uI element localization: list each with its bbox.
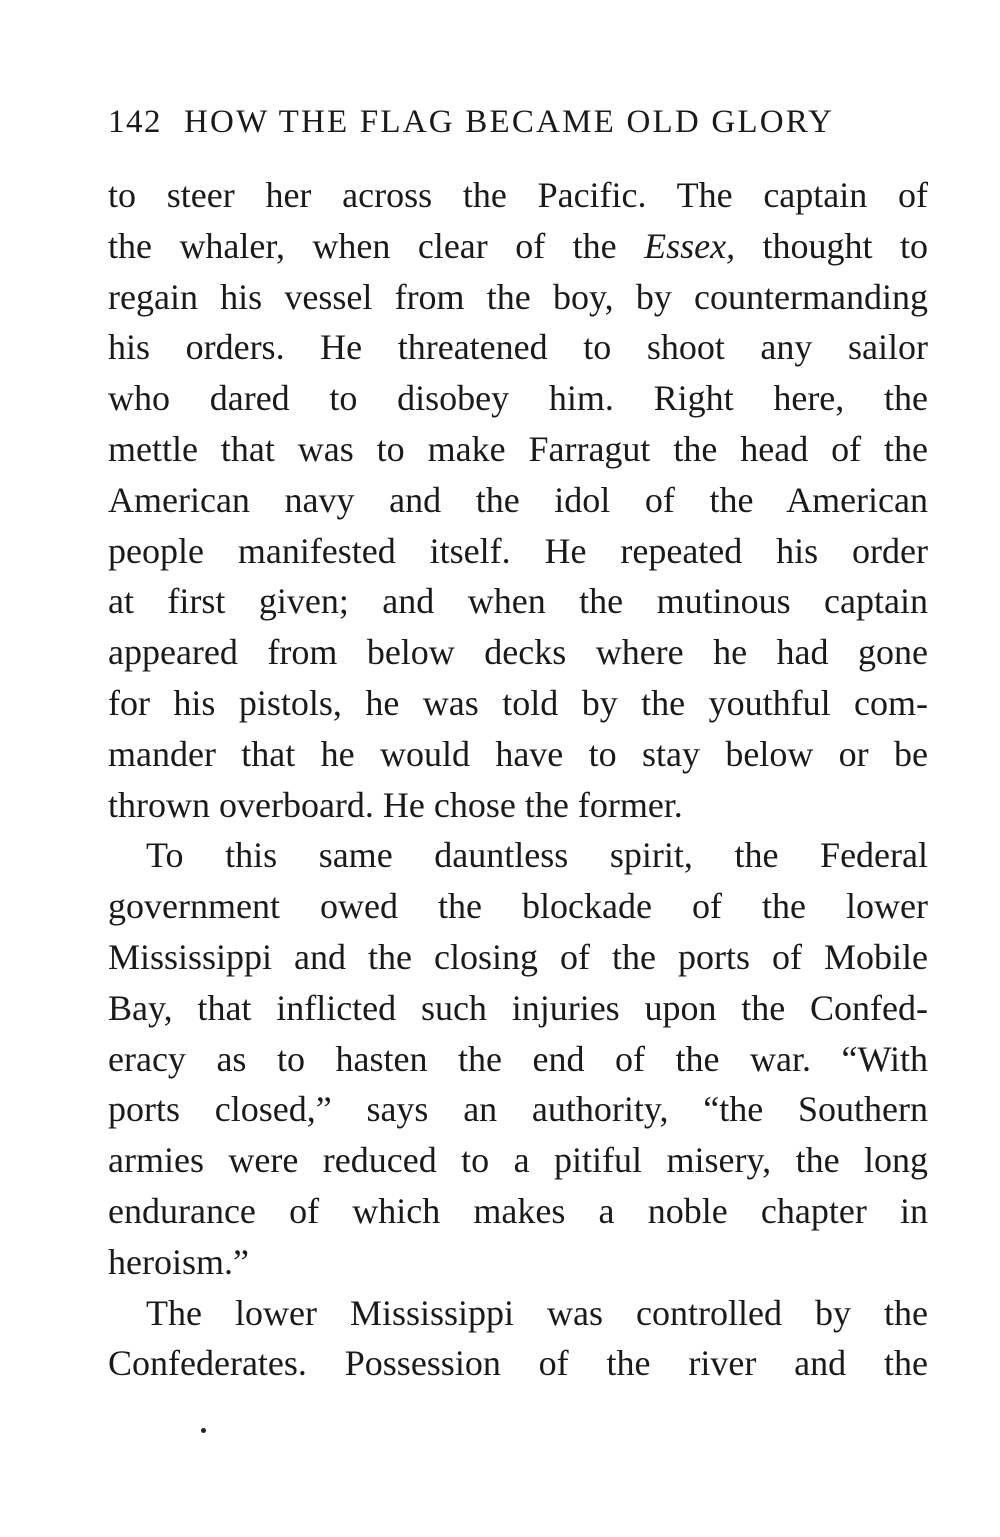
- text-line: American navy and the idol of the American: [108, 479, 928, 520]
- text-line: heroism.”: [108, 1241, 249, 1282]
- paragraph-first-line: To this same dauntless spirit, the Federal: [146, 835, 928, 876]
- text-line: his orders. He threatened to shoot any sailor: [108, 327, 928, 368]
- text-line: for his pistols, he was told by the youthful com-: [108, 682, 928, 723]
- text-line: appeared from below decks where he had gone: [108, 632, 928, 673]
- text-line: regain his vessel from the boy, by countermanding: [108, 276, 928, 317]
- text-line: thrown overboard. He chose the former.: [108, 784, 683, 825]
- text-line: ports closed,” says an authority, “the Southern: [108, 1089, 928, 1130]
- text-line: to steer her across the Pacific. The captain of: [108, 175, 928, 215]
- text-line: Confederates. Possession of the river and the: [108, 1343, 928, 1384]
- text-line: eracy as to hasten the end of the war. “With: [108, 1038, 928, 1079]
- print-speck: [201, 1428, 206, 1433]
- text-line: who dared to disobey him. Right here, the: [108, 378, 928, 419]
- text-line: people manifested itself. He repeated his order: [108, 530, 928, 571]
- running-title: HOW THE FLAG BECAME OLD GLORY: [184, 104, 835, 140]
- text-line: mander that he would have to stay below or be: [108, 733, 928, 774]
- paragraph-first-line: The lower Mississippi was controlled by the: [146, 1292, 928, 1333]
- text-line: government owed the blockade of the lower: [108, 886, 928, 927]
- page-number: 142: [108, 104, 162, 140]
- page-body: [108, 170, 928, 1389]
- text-line: endurance of which makes a noble chapter in: [108, 1190, 928, 1231]
- running-head: [108, 100, 928, 144]
- text-line: at first given; and when the mutinous captain: [108, 581, 928, 622]
- text-fragment: the whaler, when clear of the: [108, 225, 645, 266]
- text-line: Mississippi and the closing of the ports of Mobile: [108, 936, 928, 977]
- text-line: Bay, that inflicted such injuries upon the Confed-: [108, 987, 928, 1028]
- text-line: mettle that was to make Farragut the head of the: [108, 428, 928, 469]
- text-line: armies were reduced to a pitiful misery, the long: [108, 1140, 928, 1181]
- text-fragment: thought to: [735, 225, 928, 266]
- text-line: [108, 221, 928, 272]
- ship-name-italic: Essex,: [644, 225, 736, 266]
